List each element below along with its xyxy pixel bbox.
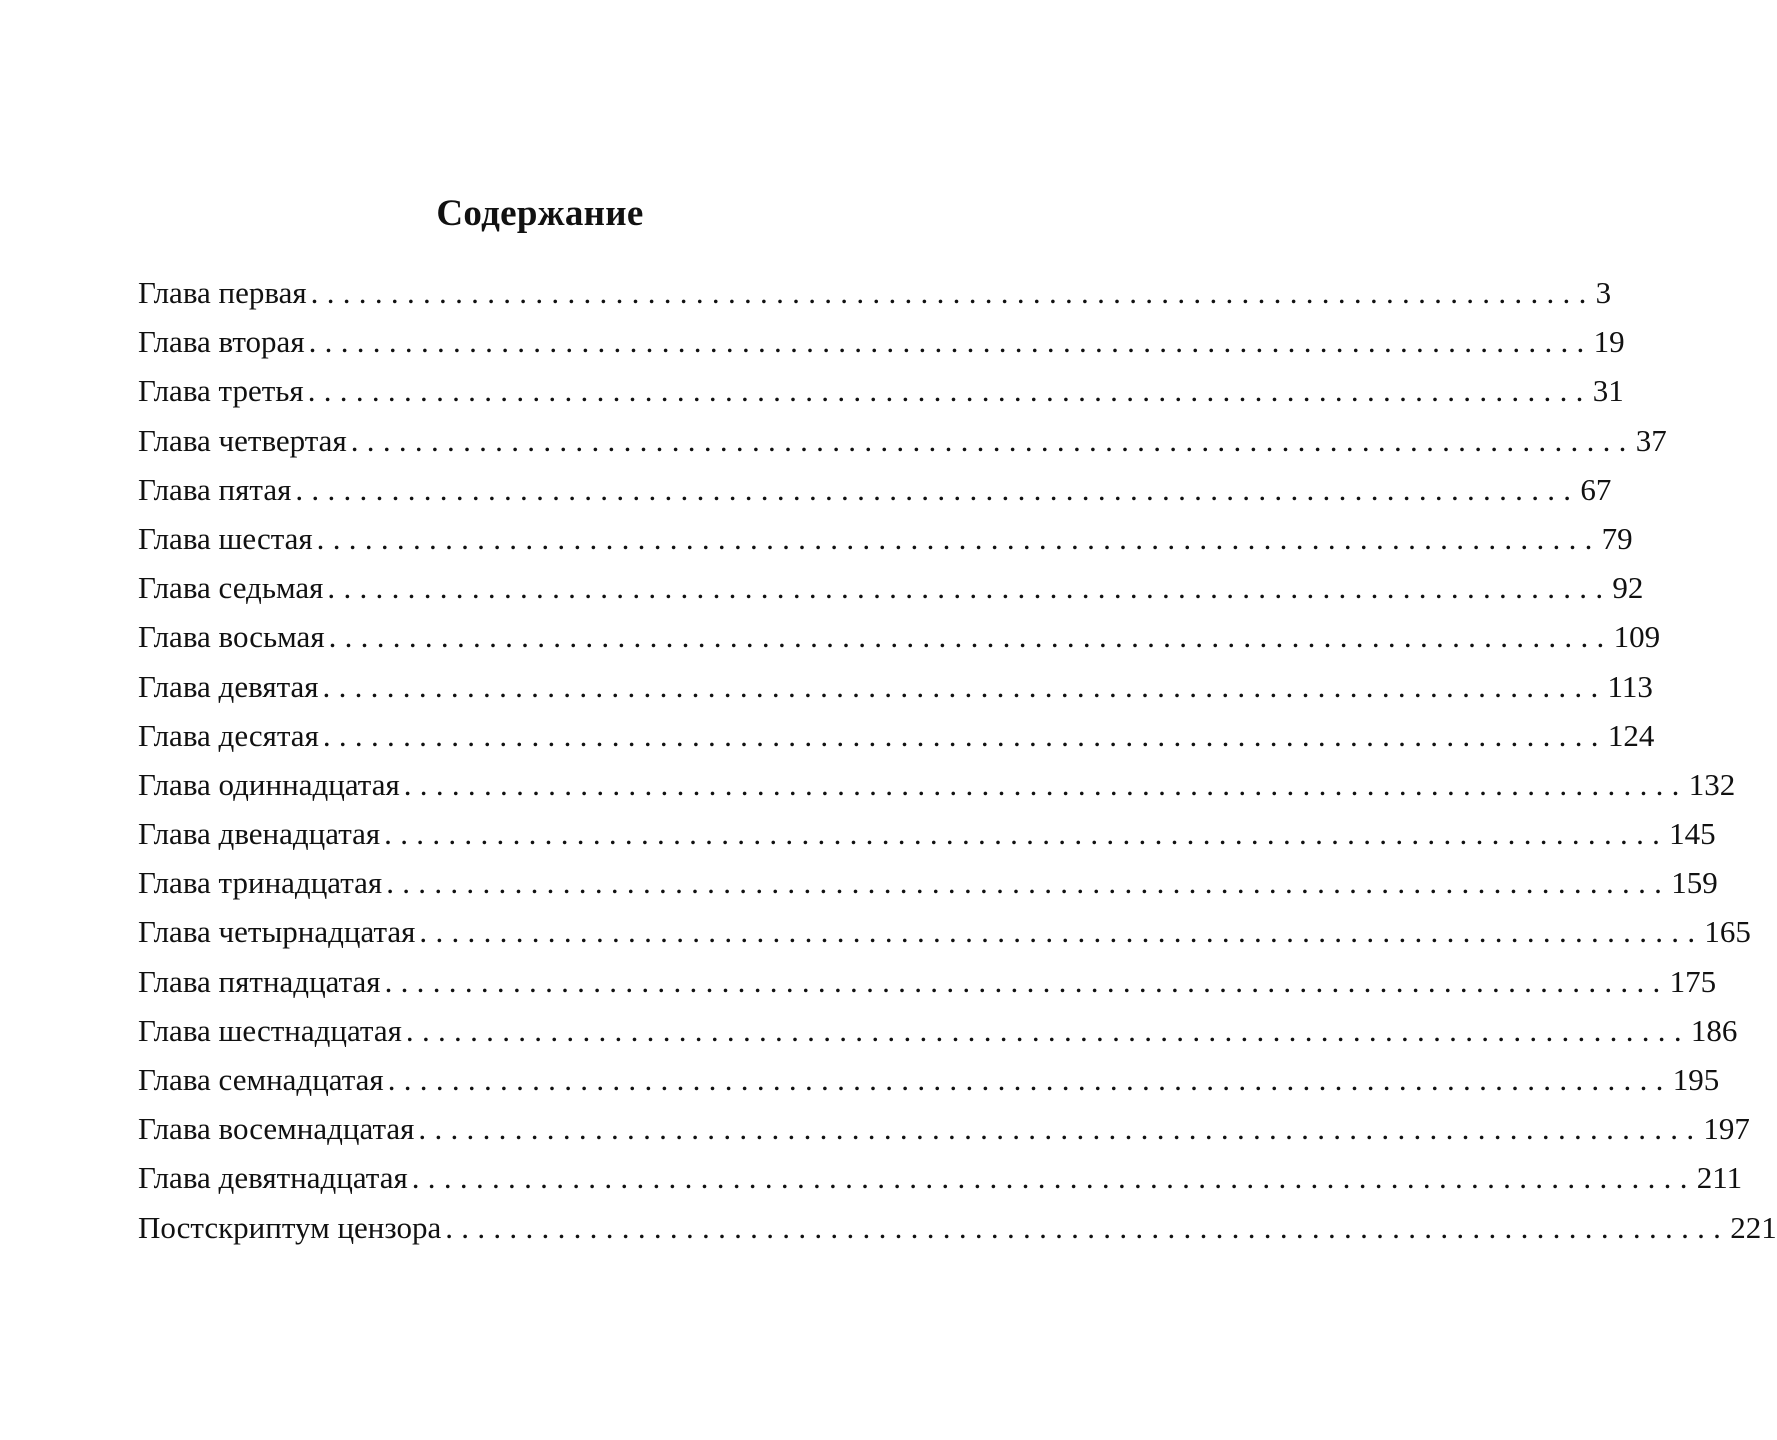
toc-entry-page-number: 211: [1696, 1160, 1743, 1196]
toc-entry-page-number: 186: [1690, 1012, 1738, 1048]
toc-entry-label: Глава шестнадцатая: [138, 1012, 402, 1048]
toc-entry: [138, 1203, 1777, 1252]
dot-leader: ................................................................................: [386, 865, 1671, 901]
toc-entry-page-number: 109: [1613, 619, 1661, 655]
toc-entry: [138, 907, 1751, 956]
toc-entry: [138, 1006, 1738, 1055]
dot-leader: ................................................................................: [445, 1209, 1730, 1245]
toc-entry-page-number: 124: [1607, 717, 1655, 753]
toc-entry: [138, 809, 1716, 858]
toc-entry-label: Глава двенадцатая: [138, 816, 381, 852]
dot-leader: ................................................................................: [328, 619, 1613, 655]
toc-entry-page-number: 113: [1607, 668, 1653, 704]
toc-entry-page-number: 159: [1671, 865, 1718, 901]
toc-entry: [138, 1153, 1743, 1202]
toc-entry: [138, 317, 1625, 366]
toc-entry-page-number: 3: [1595, 275, 1612, 310]
toc-entry-page-number: 132: [1688, 766, 1736, 802]
toc-entry: [138, 1055, 1720, 1104]
toc-entry-label: Глава третья: [138, 373, 304, 409]
toc-entry: [138, 366, 1624, 415]
toc-entry-page-number: 19: [1593, 324, 1625, 360]
toc-entry-page-number: 31: [1592, 373, 1624, 409]
dot-leader: ................................................................................: [310, 275, 1595, 310]
toc-entry-page-number: 195: [1672, 1062, 1720, 1097]
toc-entry-page-number: 79: [1601, 520, 1633, 556]
toc-entry-label: Глава десятая: [138, 717, 319, 753]
toc-entry: [138, 711, 1655, 760]
dot-leader: ................................................................................: [322, 717, 1607, 753]
toc-entry-label: Глава пятнадцатая: [138, 963, 381, 999]
toc-entry-label: Глава восемнадцатая: [138, 1111, 415, 1147]
dot-leader: ................................................................................: [403, 766, 1688, 802]
dot-leader: ................................................................................: [384, 963, 1669, 999]
toc-entry: [138, 858, 1718, 907]
toc-entry-label: Глава вторая: [138, 324, 305, 360]
toc-entry-label: Глава четвертая: [138, 422, 347, 458]
dot-leader: ................................................................................: [307, 373, 1592, 409]
toc-title: Содержание: [436, 193, 644, 234]
toc-entry: [138, 268, 1612, 317]
dot-leader: ................................................................................: [405, 1012, 1690, 1048]
toc-entry-page-number: 175: [1669, 963, 1717, 999]
toc-entry-label: Глава восьмая: [138, 619, 325, 655]
toc-entry: [138, 662, 1653, 711]
toc-entry-label: Глава шестая: [138, 520, 313, 556]
toc-entry-label: Глава семнадцатая: [138, 1062, 384, 1097]
toc-entry-page-number: 92: [1612, 570, 1644, 606]
toc-entry-label: Постскриптум цензора: [138, 1209, 442, 1245]
toc-entry-page-number: 221: [1730, 1209, 1777, 1245]
dot-leader: ................................................................................: [308, 324, 1593, 360]
toc-entry-label: Глава девятнадцатая: [138, 1160, 408, 1196]
toc-entry: [138, 612, 1661, 661]
toc-entry: [138, 514, 1633, 563]
toc-entry-page-number: 67: [1580, 471, 1612, 507]
toc-entry: [138, 1104, 1750, 1153]
toc-entry-label: Глава одиннадцатая: [138, 766, 400, 802]
dot-leader: ................................................................................: [316, 520, 1601, 556]
dot-leader: ................................................................................: [418, 1111, 1703, 1147]
toc-entry-page-number: 165: [1704, 914, 1751, 950]
dot-leader: ................................................................................: [295, 471, 1580, 507]
toc-entry: [138, 957, 1717, 1006]
dot-leader: ................................................................................: [419, 914, 1704, 950]
toc-entry-label: Глава девятая: [138, 668, 319, 704]
dot-leader: ................................................................................: [350, 422, 1635, 458]
toc-entry-label: Глава тринадцатая: [138, 865, 383, 901]
toc-entry-page-number: 145: [1669, 816, 1716, 852]
toc-list: [138, 268, 1777, 1252]
dot-leader: ................................................................................: [327, 570, 1612, 606]
toc-entry-label: Глава седьмая: [138, 570, 324, 606]
toc-entry: [138, 465, 1612, 514]
dot-leader: ................................................................................: [322, 668, 1607, 704]
toc-entry: [138, 760, 1736, 809]
dot-leader: ................................................................................: [411, 1160, 1696, 1196]
toc-entry-page-number: 37: [1635, 422, 1667, 458]
toc-entry: [138, 563, 1644, 612]
toc-entry-page-number: 197: [1703, 1111, 1750, 1147]
toc-entry-label: Глава первая: [138, 275, 307, 310]
toc-entry-label: Глава пятая: [138, 471, 292, 507]
toc-entry-label: Глава четырнадцатая: [138, 914, 416, 950]
dot-leader: ................................................................................: [384, 816, 1669, 852]
dot-leader: ................................................................................: [387, 1062, 1672, 1097]
toc-entry: [138, 416, 1667, 465]
